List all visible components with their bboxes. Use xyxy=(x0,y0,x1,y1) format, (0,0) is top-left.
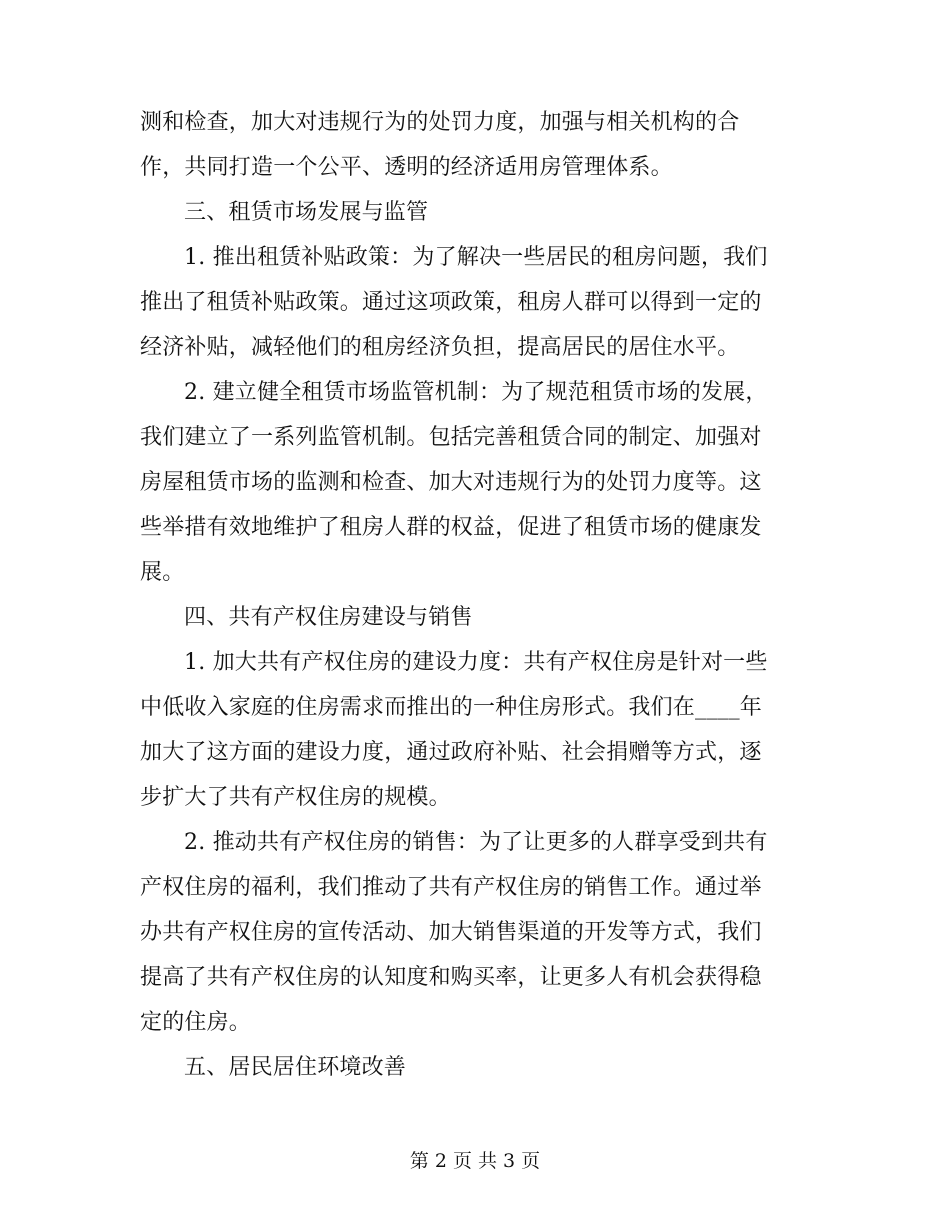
paragraph-line: 步扩大了共有产权住房的规模。 xyxy=(140,785,451,810)
paragraph-line: 加大了这方面的建设力度，通过政府补贴、社会捐赠等方式，逐 xyxy=(140,740,762,765)
paragraph-line: 1. 推出租赁补贴政策：为了解决一些居民的租房问题，我们 xyxy=(184,245,768,270)
paragraph-line: 作，共同打造一个公平、透明的经济适用房管理体系。 xyxy=(140,155,673,180)
paragraph-line: 产权住房的福利，我们推动了共有产权住房的销售工作。通过举 xyxy=(140,875,762,900)
paragraph-line: 2. 推动共有产权住房的销售：为了让更多的人群享受到共有 xyxy=(184,830,768,855)
paragraph-line: 推出了租赁补贴政策。通过这项政策，租房人群可以得到一定的 xyxy=(140,290,762,315)
paragraph-line: 提高了共有产权住房的认知度和购买率，让更多人有机会获得稳 xyxy=(140,965,762,990)
paragraph-line: 经济补贴，减轻他们的租房经济负担，提高居民的居住水平。 xyxy=(140,335,740,360)
page-footer: 第 2 页 共 3 页 xyxy=(409,1150,541,1172)
paragraph-line: 中低收入家庭的住房需求而推出的一种住房形式。我们在____年 xyxy=(140,695,763,720)
paragraph-line: 定的住房。 xyxy=(140,1010,252,1035)
paragraph-line: 2. 建立健全租赁市场监管机制：为了规范租赁市场的发展， xyxy=(184,380,768,405)
document-body xyxy=(140,100,810,1090)
paragraph-line: 些举措有效地维护了租房人群的权益，促进了租赁市场的健康发 xyxy=(140,515,762,540)
section-heading: 四、共有产权住房建设与销售 xyxy=(184,605,473,630)
section-heading: 三、租赁市场发展与监管 xyxy=(184,200,429,225)
section-heading: 五、居民居住环境改善 xyxy=(184,1055,407,1080)
paragraph-line: 办共有产权住房的宣传活动、加大销售渠道的开发等方式，我们 xyxy=(140,920,762,945)
paragraph-line: 我们建立了一系列监管机制。包括完善租赁合同的制定、加强对 xyxy=(140,425,762,450)
paragraph-line: 展。 xyxy=(140,560,185,585)
paragraph-line: 1. 加大共有产权住房的建设力度：共有产权住房是针对一些 xyxy=(184,650,768,675)
paragraph-line: 测和检查，加大对违规行为的处罚力度，加强与相关机构的合 xyxy=(140,110,740,135)
paragraph-line: 房屋租赁市场的监测和检查、加大对违规行为的处罚力度等。这 xyxy=(140,470,762,495)
